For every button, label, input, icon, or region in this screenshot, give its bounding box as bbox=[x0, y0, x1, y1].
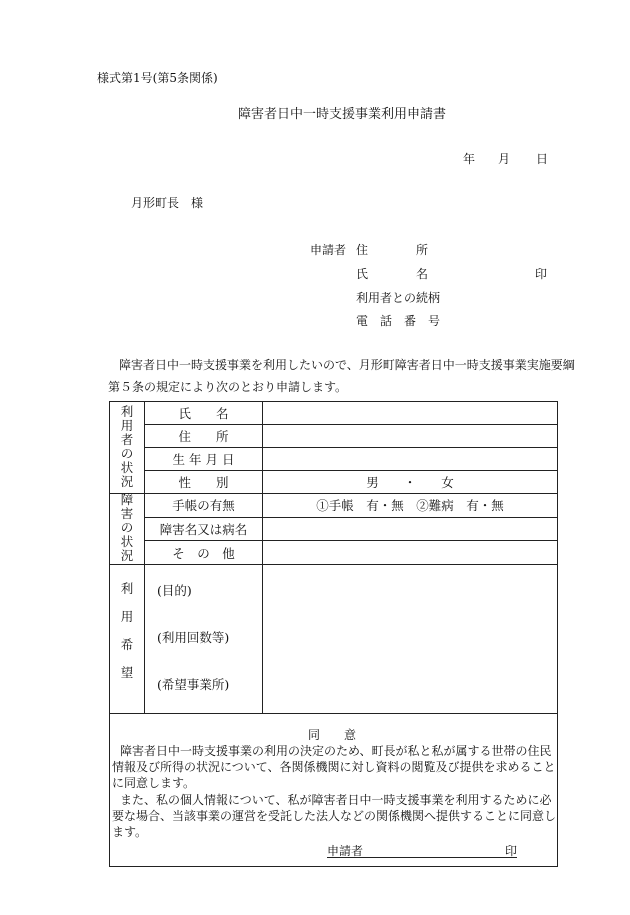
consent-seal: 印 bbox=[504, 844, 517, 858]
table-row-disability-name bbox=[110, 517, 558, 541]
table-row-consent bbox=[110, 714, 558, 867]
name-field[interactable] bbox=[263, 402, 558, 425]
gender-field[interactable]: 男 ・ 女 bbox=[263, 471, 558, 494]
consent-p2-line-2: 要な場合、当該事業の運営を受託した法人などの関係機関へ提供することに同意し bbox=[112, 809, 557, 823]
preferred-facility-label: (希望事業所) bbox=[157, 677, 230, 692]
body-text-line-2: 第５条の規定により次のとおり申請します。 bbox=[108, 380, 348, 394]
handbook-label: 手帳の有無 bbox=[145, 494, 263, 518]
birthdate-label: 生 年 月 日 bbox=[145, 448, 263, 471]
date-day-label: 日 bbox=[536, 152, 549, 166]
table-row-gender bbox=[110, 471, 558, 494]
consent-title: 同 意 bbox=[308, 728, 357, 742]
consent-section bbox=[110, 714, 558, 867]
phone-label: 電 話 番 号 bbox=[356, 314, 441, 328]
page-title: 障害者日中一時支援事業利用申請書 bbox=[238, 107, 447, 122]
table-row-name bbox=[110, 402, 558, 425]
table-row-handbook bbox=[110, 494, 558, 518]
birthdate-field[interactable] bbox=[263, 448, 558, 471]
consent-p2-line-1: また、私の個人情報について、私が障害者日中一時支援事業を利用するために必 bbox=[120, 793, 552, 807]
section-user-status: 利 用 者 の 状 況 bbox=[110, 402, 145, 494]
section-disability-status: 障 害 の 状 況 bbox=[110, 494, 145, 565]
consent-signer-label: 申請者 bbox=[327, 844, 364, 858]
applicant-name-label: 氏 名 bbox=[356, 267, 429, 281]
name-label: 氏 名 bbox=[145, 402, 263, 425]
address-label: 住 所 bbox=[145, 425, 263, 448]
table-row-usage-wish bbox=[110, 565, 558, 714]
consent-p1-line-2: 情報及び所得の状況について、各関係機関に対し資料の閲覧及び提供を求めること bbox=[112, 760, 556, 774]
handbook-field[interactable]: ①手帳 有・無 ②難病 有・無 bbox=[263, 494, 558, 518]
application-table bbox=[109, 401, 558, 867]
consent-signature-line[interactable] bbox=[327, 842, 517, 858]
consent-p1-line-1: 障害者日中一時支援事業の利用の決定のため、町長が私と私が属する世帯の住民 bbox=[120, 744, 552, 758]
table-row-birthdate bbox=[110, 448, 558, 471]
section-usage-wish: 利 用 希 望 bbox=[110, 565, 145, 714]
applicant-address-label: 住 所 bbox=[356, 243, 429, 257]
relation-label: 利用者との続柄 bbox=[356, 291, 441, 305]
addressee: 月形町長 様 bbox=[131, 196, 204, 210]
other-field[interactable] bbox=[263, 541, 558, 565]
disability-name-field[interactable] bbox=[263, 517, 558, 541]
purpose-label: (目的) bbox=[157, 583, 192, 598]
table-row-address bbox=[110, 425, 558, 448]
form-number: 様式第1号(第5条関係) bbox=[97, 71, 218, 85]
consent-p2-line-3: ます。 bbox=[112, 825, 148, 839]
gender-label: 性 別 bbox=[145, 471, 263, 494]
date-month-label: 月 bbox=[498, 152, 511, 166]
other-label: そ の 他 bbox=[145, 541, 263, 565]
disability-name-label: 障害名又は病名 bbox=[145, 517, 263, 541]
applicant-label: 申請者 bbox=[310, 243, 347, 257]
table-row-other bbox=[110, 541, 558, 565]
date-year-label: 年 bbox=[463, 152, 476, 166]
usage-wish-labels bbox=[145, 565, 263, 714]
applicant-seal: 印 bbox=[535, 267, 548, 281]
address-field[interactable] bbox=[263, 425, 558, 448]
usage-wish-field[interactable] bbox=[263, 565, 558, 714]
consent-p1-line-3: に同意します。 bbox=[112, 776, 196, 790]
body-text-line-1: 障害者日中一時支援事業を利用したいので、月形町障害者日中一時支援事業実施要綱 bbox=[119, 358, 575, 372]
usage-count-label: (利用回数等) bbox=[157, 630, 230, 645]
